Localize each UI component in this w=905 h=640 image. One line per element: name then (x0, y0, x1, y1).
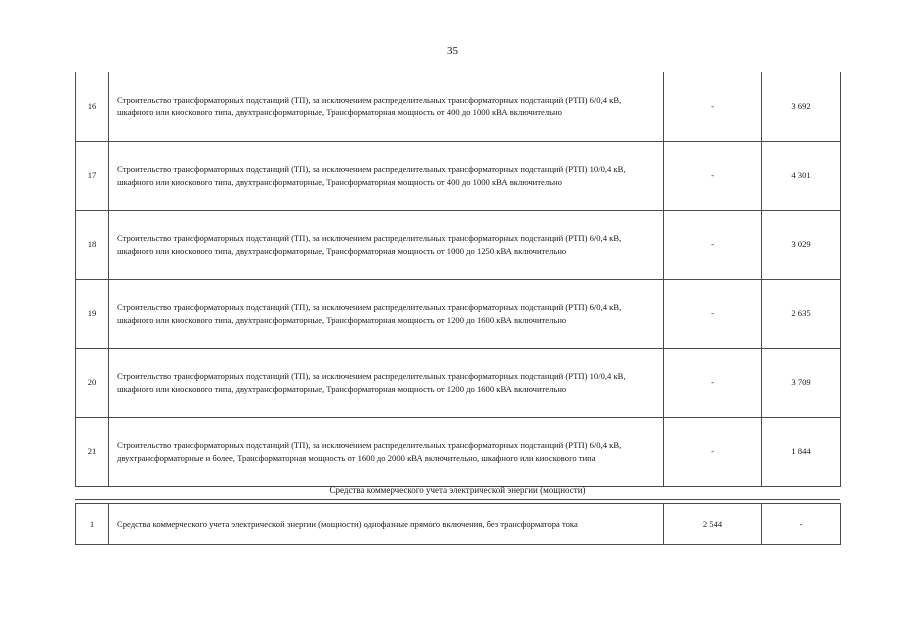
row-value-1: - (664, 210, 762, 279)
row-description: Средства коммерческого учета электрической энергии (мощности) однофазные прямого включения, без трансформатора тока (109, 504, 664, 545)
table-row (76, 141, 841, 210)
table-row (76, 417, 841, 486)
row-value-2: 3 692 (762, 72, 841, 141)
row-value-1: - (664, 279, 762, 348)
table-row (76, 279, 841, 348)
row-number: 18 (76, 210, 109, 279)
row-description: Строительство трансформаторных подстанций (ТП), за исключением распределительных трансформаторных подстанций (РТП) 6/0,4 кВ, шкафного или киоскового типа, двухтрансформаторные, Трансформаторная мощность от 1000 до 1250 кВА включительно (109, 210, 664, 279)
row-value-1: - (664, 141, 762, 210)
row-value-1: - (664, 417, 762, 486)
row-number: 19 (76, 279, 109, 348)
table-row (76, 348, 841, 417)
transformer-substations-table (75, 72, 841, 487)
section-title-meters: Средства коммерческого учета электрической энергии (мощности) (329, 485, 586, 495)
table-row (76, 210, 841, 279)
row-description: Строительство трансформаторных подстанций (ТП), за исключением распределительных трансформаторных подстанций (РТП) 6/0,4 кВ, шкафного или киоскового типа, двухтрансформаторные, Трансформаторная мощность от 400 до 1000 кВА включительно (109, 72, 664, 141)
row-value-1: 2 544 (664, 504, 762, 545)
row-number: 21 (76, 417, 109, 486)
table-row (76, 504, 841, 545)
row-value-2: 4 301 (762, 141, 841, 210)
table-row (76, 72, 841, 141)
row-number: 17 (76, 141, 109, 210)
metering-devices-table (75, 503, 841, 545)
row-value-1: - (664, 72, 762, 141)
row-value-2: - (762, 504, 841, 545)
page-number: 35 (447, 45, 458, 57)
row-value-2: 3 709 (762, 348, 841, 417)
row-number: 20 (76, 348, 109, 417)
row-value-2: 3 029 (762, 210, 841, 279)
row-description: Строительство трансформаторных подстанций (ТП), за исключением распределительных трансформаторных подстанций (РТП) 10/0,4 кВ, шкафного или киоскового типа, двухтрансформаторные, Трансформаторная мощность от 400 до 1000 кВА включительно (109, 141, 664, 210)
row-value-2: 2 635 (762, 279, 841, 348)
row-value-1: - (664, 348, 762, 417)
row-number: 16 (76, 72, 109, 141)
row-description: Строительство трансформаторных подстанций (ТП), за исключением распределительных трансформаторных подстанций (РТП) 6/0,4 кВ, шкафного или киоскового типа, двухтрансформаторные, Трансформаторная мощность от 1200 до 1600 кВА включительно (109, 279, 664, 348)
section-divider (75, 499, 840, 500)
row-number: 1 (76, 504, 109, 545)
row-value-2: 1 844 (762, 417, 841, 486)
row-description: Строительство трансформаторных подстанций (ТП), за исключением распределительных трансформаторных подстанций (РТП) 6/0,4 кВ, двухтрансформаторные и более, Трансформаторная мощность от 1600 до 2000 кВА включительно, шкафного или киоскового типа (109, 417, 664, 486)
row-description: Строительство трансформаторных подстанций (ТП), за исключением распределительных трансформаторных подстанций (РТП) 10/0,4 кВ, шкафного или киоскового типа, двухтрансформаторные, Трансформаторная мощность от 1200 до 1600 кВА включительно (109, 348, 664, 417)
